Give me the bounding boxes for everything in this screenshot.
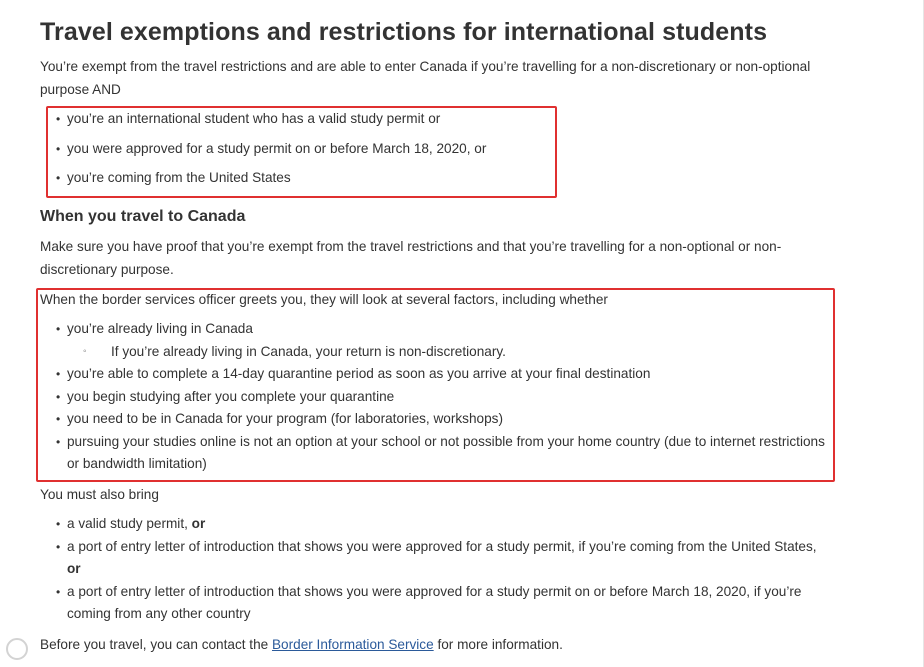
sub-list-item: ◦ If you’re already living in Canada, your return is non-discretionary. (56, 341, 826, 364)
section-heading: When you travel to Canada (40, 208, 246, 225)
bring-item-or: or (191, 516, 206, 531)
watermark-logo-icon (6, 638, 28, 660)
list-item (56, 513, 826, 536)
list-item: • you need to be in Canada for your program (for laboratories, workshops) (56, 408, 826, 431)
factors-list (56, 318, 826, 476)
border-information-service-link[interactable]: Border Information Service (271, 637, 434, 652)
list-item (56, 581, 826, 626)
bring-item-text: a port of entry letter of introduction that shows you were approved for a study permit, if you’re coming from the United States, (67, 538, 817, 554)
bring-list (56, 513, 826, 626)
list-item: • you’re an international student who has a valid study permit or (56, 108, 486, 138)
list-item (56, 536, 826, 581)
bring-intro: You must also bring (40, 487, 159, 502)
proof-paragraph: Make sure you have proof that you’re exempt from the travel restrictions and that you’re travelling for a non-optional or non-discretionary purpose. (40, 239, 782, 277)
footer-text-before: Before you travel, you can contact the (40, 637, 272, 652)
exempt-conditions-list (56, 108, 486, 197)
page-title: Travel exemptions and restrictions for international students (40, 18, 768, 46)
list-item: • you were approved for a study permit on or before March 18, 2020, or (56, 138, 486, 168)
bring-item-text: a valid study permit, (67, 516, 188, 531)
footer-paragraph (40, 634, 563, 657)
bring-item-or: or (67, 561, 81, 576)
officer-intro: When the border services officer greets you, they will look at several factors, including whether (40, 292, 608, 307)
intro-paragraph: You’re exempt from the travel restrictions and are able to enter Canada if you’re travelling for a non-discretionary or non-optional purpose AND (40, 59, 811, 97)
list-item: • you’re able to complete a 14-day quarantine period as soon as you arrive at your final destination (56, 363, 826, 386)
list-item: • you’re coming from the United States (56, 167, 486, 197)
footer-text-after: for more information. (433, 637, 563, 652)
list-item: • you’re already living in Canada (56, 318, 826, 341)
list-item: • pursuing your studies online is not an option at your school or not possible from your home country (due to internet restrictions or bandwidth limitation) (56, 431, 826, 476)
list-item: • you begin studying after you complete your quarantine (56, 386, 826, 409)
bring-item-text: a port of entry letter of introduction that shows you were approved for a study permit on or before March 18, 2020, if you’re coming from any other country (67, 583, 802, 621)
